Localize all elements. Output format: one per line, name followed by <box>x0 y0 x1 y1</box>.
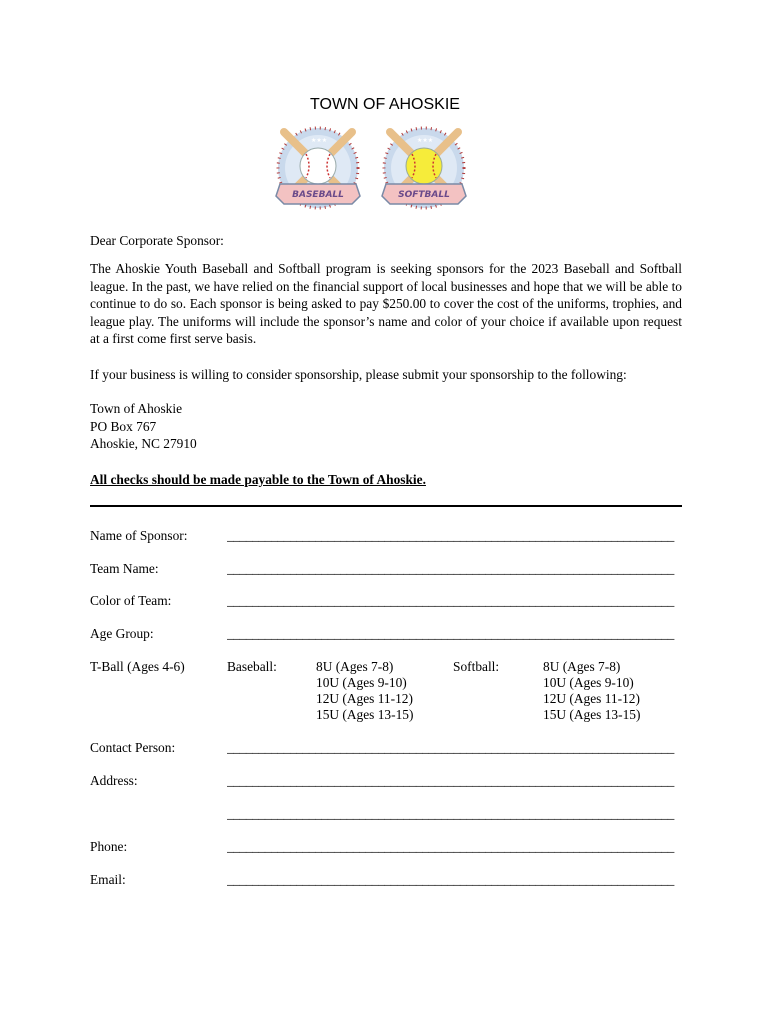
baseball-option[interactable]: 8U (Ages 7-8) <box>316 659 394 674</box>
address-line-2: PO Box 767 <box>90 418 157 434</box>
address-line-1: Town of Ahoskie <box>90 401 183 416</box>
email-label: Email: <box>90 872 126 887</box>
page-title: TOWN OF AHOSKIE <box>310 96 460 113</box>
contact-person-label: Contact Person: <box>90 740 176 755</box>
address-line-3: Ahoskie, NC 27910 <box>90 436 197 451</box>
baseball-emblem-icon <box>276 128 360 208</box>
baseball-label: Baseball: <box>227 659 277 674</box>
email-field[interactable]: _______________________________________________________________________ <box>227 872 674 887</box>
age-options-row <box>90 658 682 728</box>
softball-age-list <box>543 658 640 722</box>
softball-option[interactable]: 10U (Ages 9-10) <box>543 675 634 690</box>
baseball-option[interactable]: 10U (Ages 9-10) <box>316 675 407 690</box>
softball-label: Softball: <box>453 659 500 674</box>
phone-field[interactable]: _______________________________________________________________________ <box>227 839 674 854</box>
letter-body: The Ahoskie Youth Baseball and Softball program is seeking sponsors for the 2023 Baseball and Softball league. In the past, we have relied on the financial support of local businesses and hope that we will be able to continue to do so. Each sponsor is being asked to pay $250.00 to cover the cost of the uniforms, trophies, and league play. The uniforms will include the sponsor’s name and color of your choice if available upon request at a first come first serve basis. <box>90 261 682 346</box>
logo-group <box>266 124 476 220</box>
tball-option[interactable]: T-Ball (Ages 4-6) <box>90 659 185 674</box>
instruction-text: If your business is willing to consider sponsorship, please submit your sponsorship to the following: <box>90 367 627 382</box>
address-label: Address: <box>90 773 138 788</box>
phone-label: Phone: <box>90 839 128 854</box>
softball-option[interactable]: 12U (Ages 11-12) <box>543 691 640 706</box>
section-divider <box>90 505 682 507</box>
svg-text:★★★: ★★★ <box>417 137 434 144</box>
payable-note: All checks should be made payable to the Town of Ahoskie. <box>90 472 426 487</box>
baseball-banner-text: BASEBALL <box>292 190 344 200</box>
sports-logos <box>266 124 476 220</box>
address-field-line-1[interactable]: _______________________________________________________________________ <box>227 773 674 788</box>
baseball-option[interactable]: 12U (Ages 11-12) <box>316 691 413 706</box>
mailing-address <box>90 400 682 453</box>
softball-option[interactable]: 8U (Ages 7-8) <box>543 659 621 674</box>
sponsor-name-field[interactable]: _______________________________________________________________________ <box>227 528 674 543</box>
softball-banner-text: SOFTBALL <box>398 190 450 200</box>
softball-option[interactable]: 15U (Ages 13-15) <box>543 707 641 722</box>
softball-emblem-icon <box>382 128 466 208</box>
team-color-label: Color of Team: <box>90 593 172 608</box>
age-group-label: Age Group: <box>90 626 154 641</box>
baseball-option[interactable]: 15U (Ages 13-15) <box>316 707 414 722</box>
contact-person-field[interactable]: _______________________________________________________________________ <box>227 740 674 755</box>
team-name-label: Team Name: <box>90 561 159 576</box>
address-field-line-2[interactable]: _______________________________________________________________________ <box>227 806 674 821</box>
team-name-field[interactable]: _______________________________________________________________________ <box>227 561 674 576</box>
age-group-field[interactable]: _______________________________________________________________________ <box>227 626 674 641</box>
baseball-age-list <box>316 658 413 722</box>
sponsor-name-label: Name of Sponsor: <box>90 528 188 543</box>
salutation: Dear Corporate Sponsor: <box>90 233 224 248</box>
svg-text:★★★: ★★★ <box>311 137 328 144</box>
team-color-field[interactable]: _______________________________________________________________________ <box>227 593 674 608</box>
